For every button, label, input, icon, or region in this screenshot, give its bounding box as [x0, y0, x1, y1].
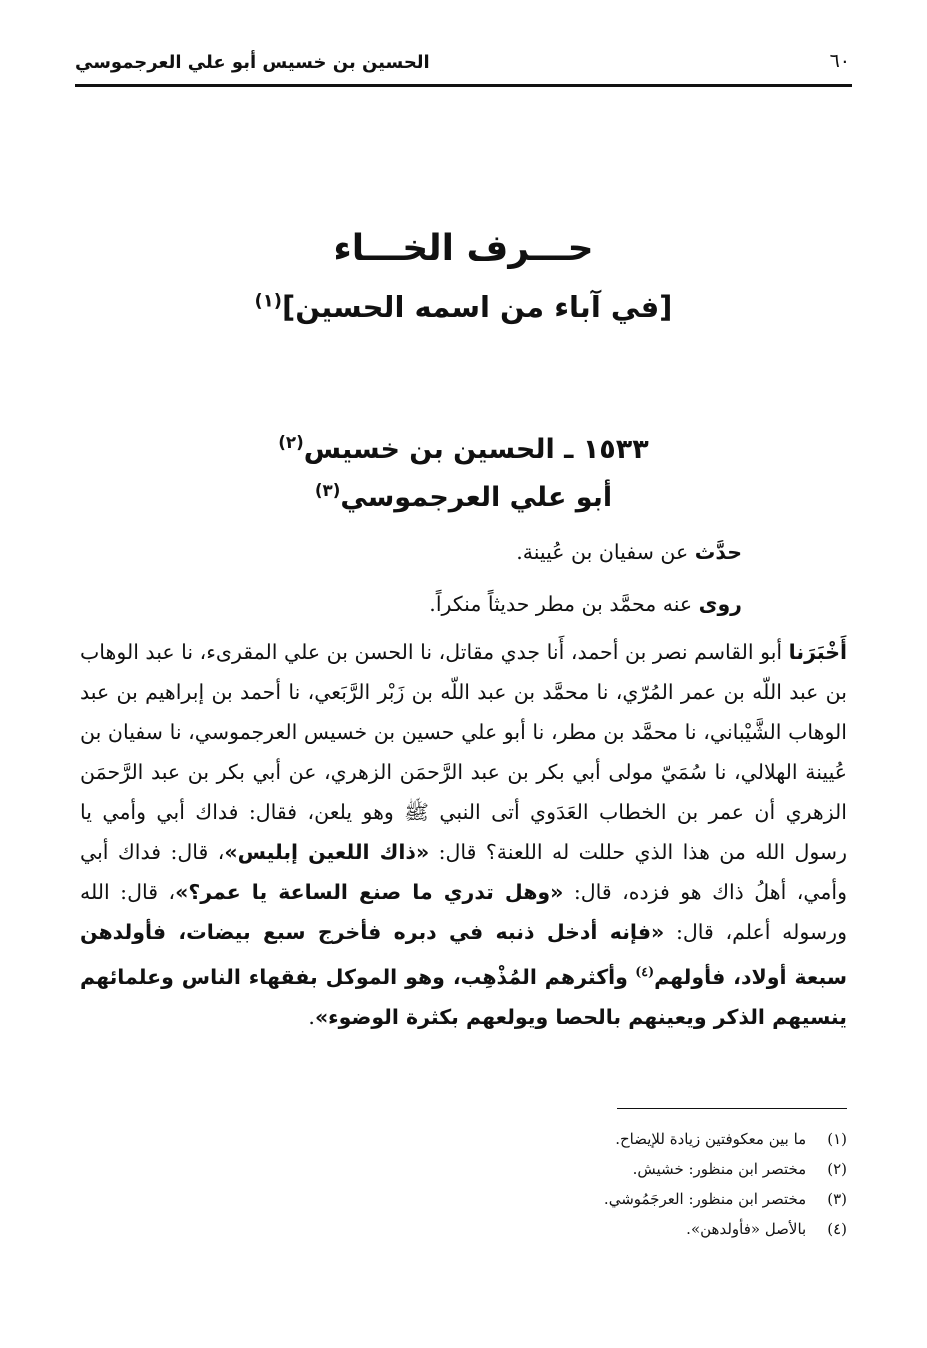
chapter-title: حـــرف الخـــاء	[333, 228, 594, 269]
footnotes	[247, 1124, 847, 1244]
hadith-quote: «وهل تدري ما صنع الساعة يا عمر؟»	[175, 880, 564, 904]
footnote-number: (٣)	[827, 1190, 847, 1208]
entry-name-text: ١٥٣٣ ـ الحسين بن خسيس	[303, 434, 649, 465]
paragraph-hadith	[80, 632, 847, 1037]
footnote-item	[247, 1184, 847, 1214]
footnote-number: (٢)	[827, 1160, 847, 1178]
page-number: ٦٠	[829, 50, 850, 72]
hadith-text: ، قال: الله ورسوله أعلم، قال:	[80, 880, 847, 944]
body-text	[80, 532, 847, 1037]
hadith-text: ، قال: فداك أبي وأمي، أهلُ ذاك هو فزده، قال:	[80, 840, 847, 904]
hadith-quote: وأكثرهم المُذْهِب، وهو الموكل بفقهاء الناس وعلمائهم ينسيهم الذكر ويعينهم بالحصا ويولعهم بكثرة الوضوء»	[80, 964, 847, 1029]
running-header	[75, 40, 852, 87]
footnote-item	[247, 1154, 847, 1184]
paragraph-narrated-from	[80, 532, 847, 572]
footnote-number: (٤)	[827, 1220, 847, 1238]
running-title: الحسين بن خسيس أبو علي العرجموسي	[75, 52, 430, 73]
paragraph-end: .	[308, 1004, 315, 1029]
chapter-subtitle	[0, 290, 927, 324]
entry-heading-name	[0, 432, 927, 465]
footnote-text: بالأصل «فأولدهن».	[686, 1220, 807, 1238]
footnote-ref-1: (١)	[254, 290, 282, 312]
footnote-number: (١)	[827, 1130, 847, 1148]
paragraph-text: عنه محمَّد بن مطر حديثاً منكراً.	[429, 592, 693, 616]
paragraph-narrators	[80, 584, 847, 624]
paragraph-text: عن سفيان بن عُيينة.	[516, 540, 689, 564]
footnote-ref-2: (٢)	[278, 432, 304, 452]
lead-word: حدَّث	[694, 540, 742, 564]
entry-heading-kunya	[0, 480, 927, 513]
footnote-text: مختصر ابن منظور: العرجَمُوشي.	[603, 1190, 807, 1208]
footnote-item	[247, 1214, 847, 1244]
hadith-quote: «فإنه أدخل ذنبه في دبره فأخرج سبع بيضات، فأولدهن سبعة أولاد، فأولهم	[80, 920, 847, 989]
isnad-text: أبو القاسم نصر بن أحمد، أَنا جدي مقاتل، نا الحسن بن علي المقرىء، نا عبد الوهاب بن عبد اللّه بن عمر المُرّي، نا محمَّد بن عبد اللّه بن زَبْر الرَّبَعي، نا أحمد بن إبراهيم بن عبد الوهاب الشَّيْباني، نا محمَّد بن مطر، نا أبو علي حسين بن خسيس العرجموسي، نا سفيان بن عُيينة الهلالي، نا سُمَيّ مولى أبي بكر بن عبد الرَّحمَن الزهري، عن أبي بكر بن عبد الرَّحمَن الزهري أن عمر بن الخطاب العَدَوي أتى النبي ﷺ وهو يلعن، فقال: فداك أبي وأمي يا رسول الله من هذا الذي حللت له اللعنة؟ قال:	[80, 640, 848, 864]
lead-word: روى	[698, 592, 742, 616]
footnote-text: مختصر ابن منظور: خشيش.	[632, 1160, 807, 1178]
footnote-ref-4: (٤)	[635, 964, 655, 979]
footnote-separator	[617, 1108, 847, 1109]
chapter-subtitle-text: [في آباء من اسمه الحسين]	[281, 290, 673, 324]
entry-kunya-text: أبو علي العرجموسي	[340, 482, 613, 513]
footnote-text: ما بين معكوفتين زيادة للإيضاح.	[615, 1130, 807, 1148]
hadith-quote: «ذاك اللعين إبليس»	[224, 840, 430, 864]
lead-word: أَخْبَرَنا	[788, 640, 847, 664]
footnote-ref-3: (٣)	[314, 480, 341, 500]
footnote-item	[247, 1124, 847, 1154]
